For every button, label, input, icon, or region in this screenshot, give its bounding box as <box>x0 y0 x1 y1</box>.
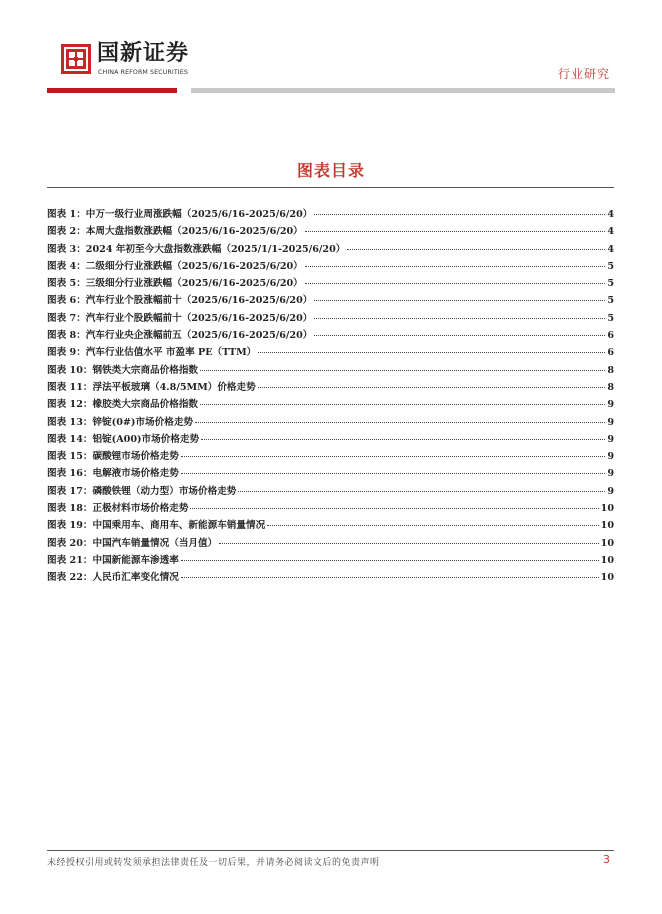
toc-entry-page: 4 <box>607 226 614 238</box>
toc-entry-page: 10 <box>600 503 614 515</box>
toc-leader-dots <box>219 543 598 544</box>
toc-entry-page: 9 <box>607 468 614 480</box>
toc-entry-label: 图表 6：汽车行业个股涨幅前十（2025/6/16-2025/6/20） <box>47 295 313 307</box>
toc-entry-page: 6 <box>607 347 614 359</box>
toc-entry-page: 5 <box>607 278 614 290</box>
company-name-cn: 国新证券 <box>97 41 190 66</box>
toc-entry[interactable] <box>47 344 614 361</box>
header-accent-bar <box>47 88 177 93</box>
toc-leader-dots <box>195 422 605 423</box>
toc-entry-page: 9 <box>607 416 614 428</box>
toc-entry[interactable] <box>47 535 614 552</box>
toc-leader-dots <box>314 300 605 301</box>
toc-divider <box>47 187 614 188</box>
toc-entry-label: 图表 1：中万一级行业周涨跌幅（2025/6/16-2025/6/20） <box>47 209 313 220</box>
header-gray-bar <box>191 88 615 93</box>
toc-leader-dots <box>305 231 606 232</box>
toc-entry-page: 8 <box>607 381 614 393</box>
toc-entry-page: 5 <box>607 295 614 307</box>
toc-entry-page: 10 <box>600 554 614 566</box>
toc-entry[interactable] <box>47 292 614 309</box>
toc-entry-page: 9 <box>607 399 614 411</box>
footer-disclaimer: 未经授权引用或转发须承担法律责任及一切后果，并请务必阅读文后的免责声明 <box>47 858 380 868</box>
toc-leader-dots <box>190 508 598 509</box>
toc-entry-label: 图表 12：橡胶类大宗商品价格指数 <box>47 399 199 411</box>
page-number: 3 <box>603 853 610 866</box>
toc-entry[interactable] <box>47 275 614 292</box>
toc-leader-dots <box>314 214 605 215</box>
toc-entry[interactable] <box>47 465 614 482</box>
toc-title: 图表目录 <box>296 161 365 180</box>
company-logo-icon <box>61 44 91 74</box>
toc-entry[interactable] <box>47 414 614 431</box>
toc-entry-label: 图表 21：中国新能源车渗透率 <box>47 554 179 566</box>
toc-entry-label: 图表 4：二级细分行业涨跌幅（2025/6/16-2025/6/20） <box>47 260 303 272</box>
toc-entry[interactable] <box>47 483 614 500</box>
toc-entry-page: 4 <box>607 209 614 220</box>
toc-leader-dots <box>314 335 605 336</box>
toc-entry-page: 8 <box>607 364 614 376</box>
toc-entry[interactable] <box>47 500 614 517</box>
toc-entry[interactable] <box>47 223 614 240</box>
toc-entry-label: 图表 15：碳酸锂市场价格走势 <box>47 451 179 463</box>
toc-entry-label: 图表 10：钢铁类大宗商品价格指数 <box>47 364 199 376</box>
toc-entry-label: 图表 16：电解液市场价格走势 <box>47 468 179 480</box>
toc-entry-label: 图表 14：铝锭(A00)市场价格走势 <box>47 433 200 445</box>
toc-entry[interactable] <box>47 517 614 534</box>
toc-list <box>47 206 614 587</box>
toc-entry-label: 图表 20：中国汽车销量情况（当月值） <box>47 537 218 549</box>
toc-leader-dots <box>201 439 605 440</box>
toc-entry-label: 图表 13：锌锭(0#)市场价格走势 <box>47 416 194 428</box>
toc-leader-dots <box>181 473 605 474</box>
toc-entry[interactable] <box>47 569 614 586</box>
toc-entry-page: 5 <box>607 260 614 272</box>
toc-entry-page: 10 <box>600 537 614 549</box>
toc-entry-page: 9 <box>607 485 614 497</box>
toc-entry-page: 9 <box>607 433 614 445</box>
toc-entry[interactable] <box>47 327 614 344</box>
toc-leader-dots <box>314 318 605 319</box>
toc-entry-page: 10 <box>600 572 614 584</box>
toc-entry-label: 图表 11：浮法平板玻璃（4.8/5MM）价格走势 <box>47 381 256 393</box>
toc-entry[interactable] <box>47 396 614 413</box>
company-name-en: CHINA REFORM SECURITIES <box>98 69 188 76</box>
toc-entry-page: 9 <box>607 451 614 463</box>
toc-entry-label: 图表 3：2024 年初至今大盘指数涨跌幅（2025/1/1-2025/6/20） <box>47 243 346 255</box>
toc-entry-label: 图表 18：正极材料市场价格走势 <box>47 503 189 515</box>
toc-leader-dots <box>200 404 605 405</box>
toc-entry[interactable] <box>47 448 614 465</box>
toc-entry[interactable] <box>47 310 614 327</box>
toc-leader-dots <box>347 249 605 250</box>
report-category: 行业研究 <box>557 67 610 81</box>
toc-leader-dots <box>258 352 605 353</box>
toc-entry-label: 图表 7：汽车行业个股跌幅前十（2025/6/16-2025/6/20） <box>47 312 313 324</box>
toc-entry-label: 图表 9：汽车行业估值水平 市盈率 PE（TTM） <box>47 347 257 359</box>
toc-leader-dots <box>238 491 605 492</box>
toc-entry[interactable] <box>47 206 614 223</box>
toc-entry-label: 图表 17：磷酸铁锂（动力型）市场价格走势 <box>47 485 237 497</box>
toc-leader-dots <box>258 387 606 388</box>
toc-entry[interactable] <box>47 241 614 258</box>
footer-divider <box>47 850 614 851</box>
toc-leader-dots <box>181 577 599 578</box>
toc-leader-dots <box>200 370 605 371</box>
toc-entry-page: 4 <box>607 243 614 255</box>
toc-entry-label: 图表 22：人民币汇率变化情况 <box>47 572 179 584</box>
toc-leader-dots <box>181 560 599 561</box>
toc-entry-label: 图表 5：三级细分行业涨跌幅（2025/6/16-2025/6/20） <box>47 278 303 290</box>
toc-leader-dots <box>305 283 606 284</box>
toc-entry[interactable] <box>47 258 614 275</box>
toc-entry[interactable] <box>47 431 614 448</box>
toc-entry-page: 10 <box>600 520 614 532</box>
toc-entry-label: 图表 2：本周大盘指数涨跌幅（2025/6/16-2025/6/20） <box>47 226 303 238</box>
toc-entry-label: 图表 19：中国乘用车、商用车、新能源车销量情况 <box>47 520 266 532</box>
toc-entry-page: 6 <box>607 330 614 342</box>
toc-leader-dots <box>181 456 605 457</box>
toc-entry[interactable] <box>47 552 614 569</box>
toc-entry-label: 图表 8：汽车行业央企涨幅前五（2025/6/16-2025/6/20） <box>47 330 313 342</box>
toc-leader-dots <box>267 525 598 526</box>
toc-leader-dots <box>305 266 606 267</box>
toc-entry[interactable] <box>47 379 614 396</box>
page-header <box>0 0 662 100</box>
toc-entry[interactable] <box>47 362 614 379</box>
toc-entry-page: 5 <box>607 312 614 324</box>
